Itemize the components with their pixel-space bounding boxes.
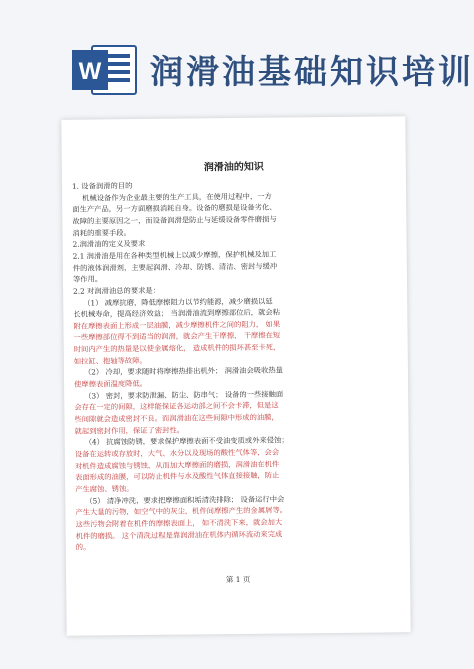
document-line: 消耗的重要手段。 (72, 227, 131, 238)
banner-title: 润滑油基础知识培训 (150, 52, 474, 91)
document-line: 1. 设备润滑的目的 (71, 181, 133, 191)
document-line: 件的液体润滑剂，主要起润滑、冷却、防锈、清洁、密封与缓冲 (72, 261, 278, 273)
document-line: 会存在一定的间隙，这样能保证各运动部之间不会卡滞，但是这 (74, 400, 279, 413)
document-line: 对机件造成腐蚀与锈蚀，从而加大摩擦面的磨损，润滑油在机件 (74, 459, 280, 471)
document-line: 2.2 对润滑油总的要求是： (73, 285, 161, 296)
document-line: 使摩擦表面温度降低。 (74, 378, 148, 389)
document-line: 长机械寿命，提高经济效益； 当润滑油流到摩擦部位后，就会粘 (73, 307, 281, 319)
document-line: 一些摩擦部位得不到适当的润滑，就会产生干摩擦， 干摩擦在短 (73, 330, 281, 343)
document-line: 机械设备作为企业最主要的生产工具，在使用过程中，一方 (82, 191, 272, 203)
document-line: （2） 冷却，要求随时将摩擦热排出机外； 润滑油会吸收热量 (83, 365, 283, 377)
document-line: 故障的主要原因之一，而设备润滑是防止与延缓设备零件磨损与 (72, 214, 277, 226)
document-line: （1） 减摩抗磨，降低摩擦阻力以节约能源，减少磨损以延 (83, 296, 273, 308)
document-line: 产生大量的污物，如空气中的灰尘，机件间摩擦产生的金属屑等。 (75, 505, 288, 517)
document-page (61, 116, 410, 636)
document-line: 2.1 润滑油是用在各种类型机械上以减少摩擦，保护机械及加工 (72, 249, 277, 261)
document-line: 机件的磨损。 这个清洗过程是靠润滑油在机体内循环流动来完成 (75, 529, 283, 541)
document-line: 些间隙就会造成密封不良。而润滑油在这些间隙中形成的油膜， (74, 412, 279, 424)
document-line: 的。 (75, 542, 91, 552)
document-line: 2.润滑油的定义及要求 (72, 239, 146, 249)
document-line: 附在摩擦表面上形成一层油膜，减少摩擦机件之间的阻力， 如果 (73, 319, 281, 331)
document-line: （4） 抗腐蚀防锈，要求保护摩擦表面不受油变质或外来侵蚀； (84, 435, 289, 447)
document-line: 等作用。 (72, 274, 103, 284)
document-line: 面生产产品，另一方面磨损消耗自身。设备的磨损是设备劣化、 (72, 202, 277, 215)
document-line: 产生腐蚀、锈蚀。 (75, 483, 134, 494)
document-line: 设备在运转或存放时，大气、水分以及现场的酸性气体等，会会 (74, 447, 280, 459)
page-number: 第 1 页 (225, 574, 251, 585)
document-title: 润滑油的知识 (203, 161, 264, 174)
document-line: 如拉缸、抱轴等故障。 (73, 355, 147, 366)
document-line: 这些污物会附着在机件的摩擦表面上， 如不清洗下来，就会加大 (75, 517, 283, 529)
document-line: 时间内产生的热量是以使金属熔化， 造成机件的损坏甚至卡死， (73, 342, 281, 354)
document-line: 就起到密封作用，保证了密封性。 (74, 425, 185, 436)
word-logo-letter: W (78, 58, 102, 85)
document-line: （3） 密封，要求防泄漏、防尘、防串气； 设备的一些接触面 (84, 389, 284, 401)
document-line: （5） 清净冲洗，要求把摩擦面积垢清洗排除； 设备运行中会 (85, 494, 285, 506)
banner (0, 0, 474, 118)
word-document-icon (70, 40, 140, 100)
document-line: 表面形成的油膜，可以防止机件与水及酸性气体直接接触，防止 (75, 470, 280, 482)
